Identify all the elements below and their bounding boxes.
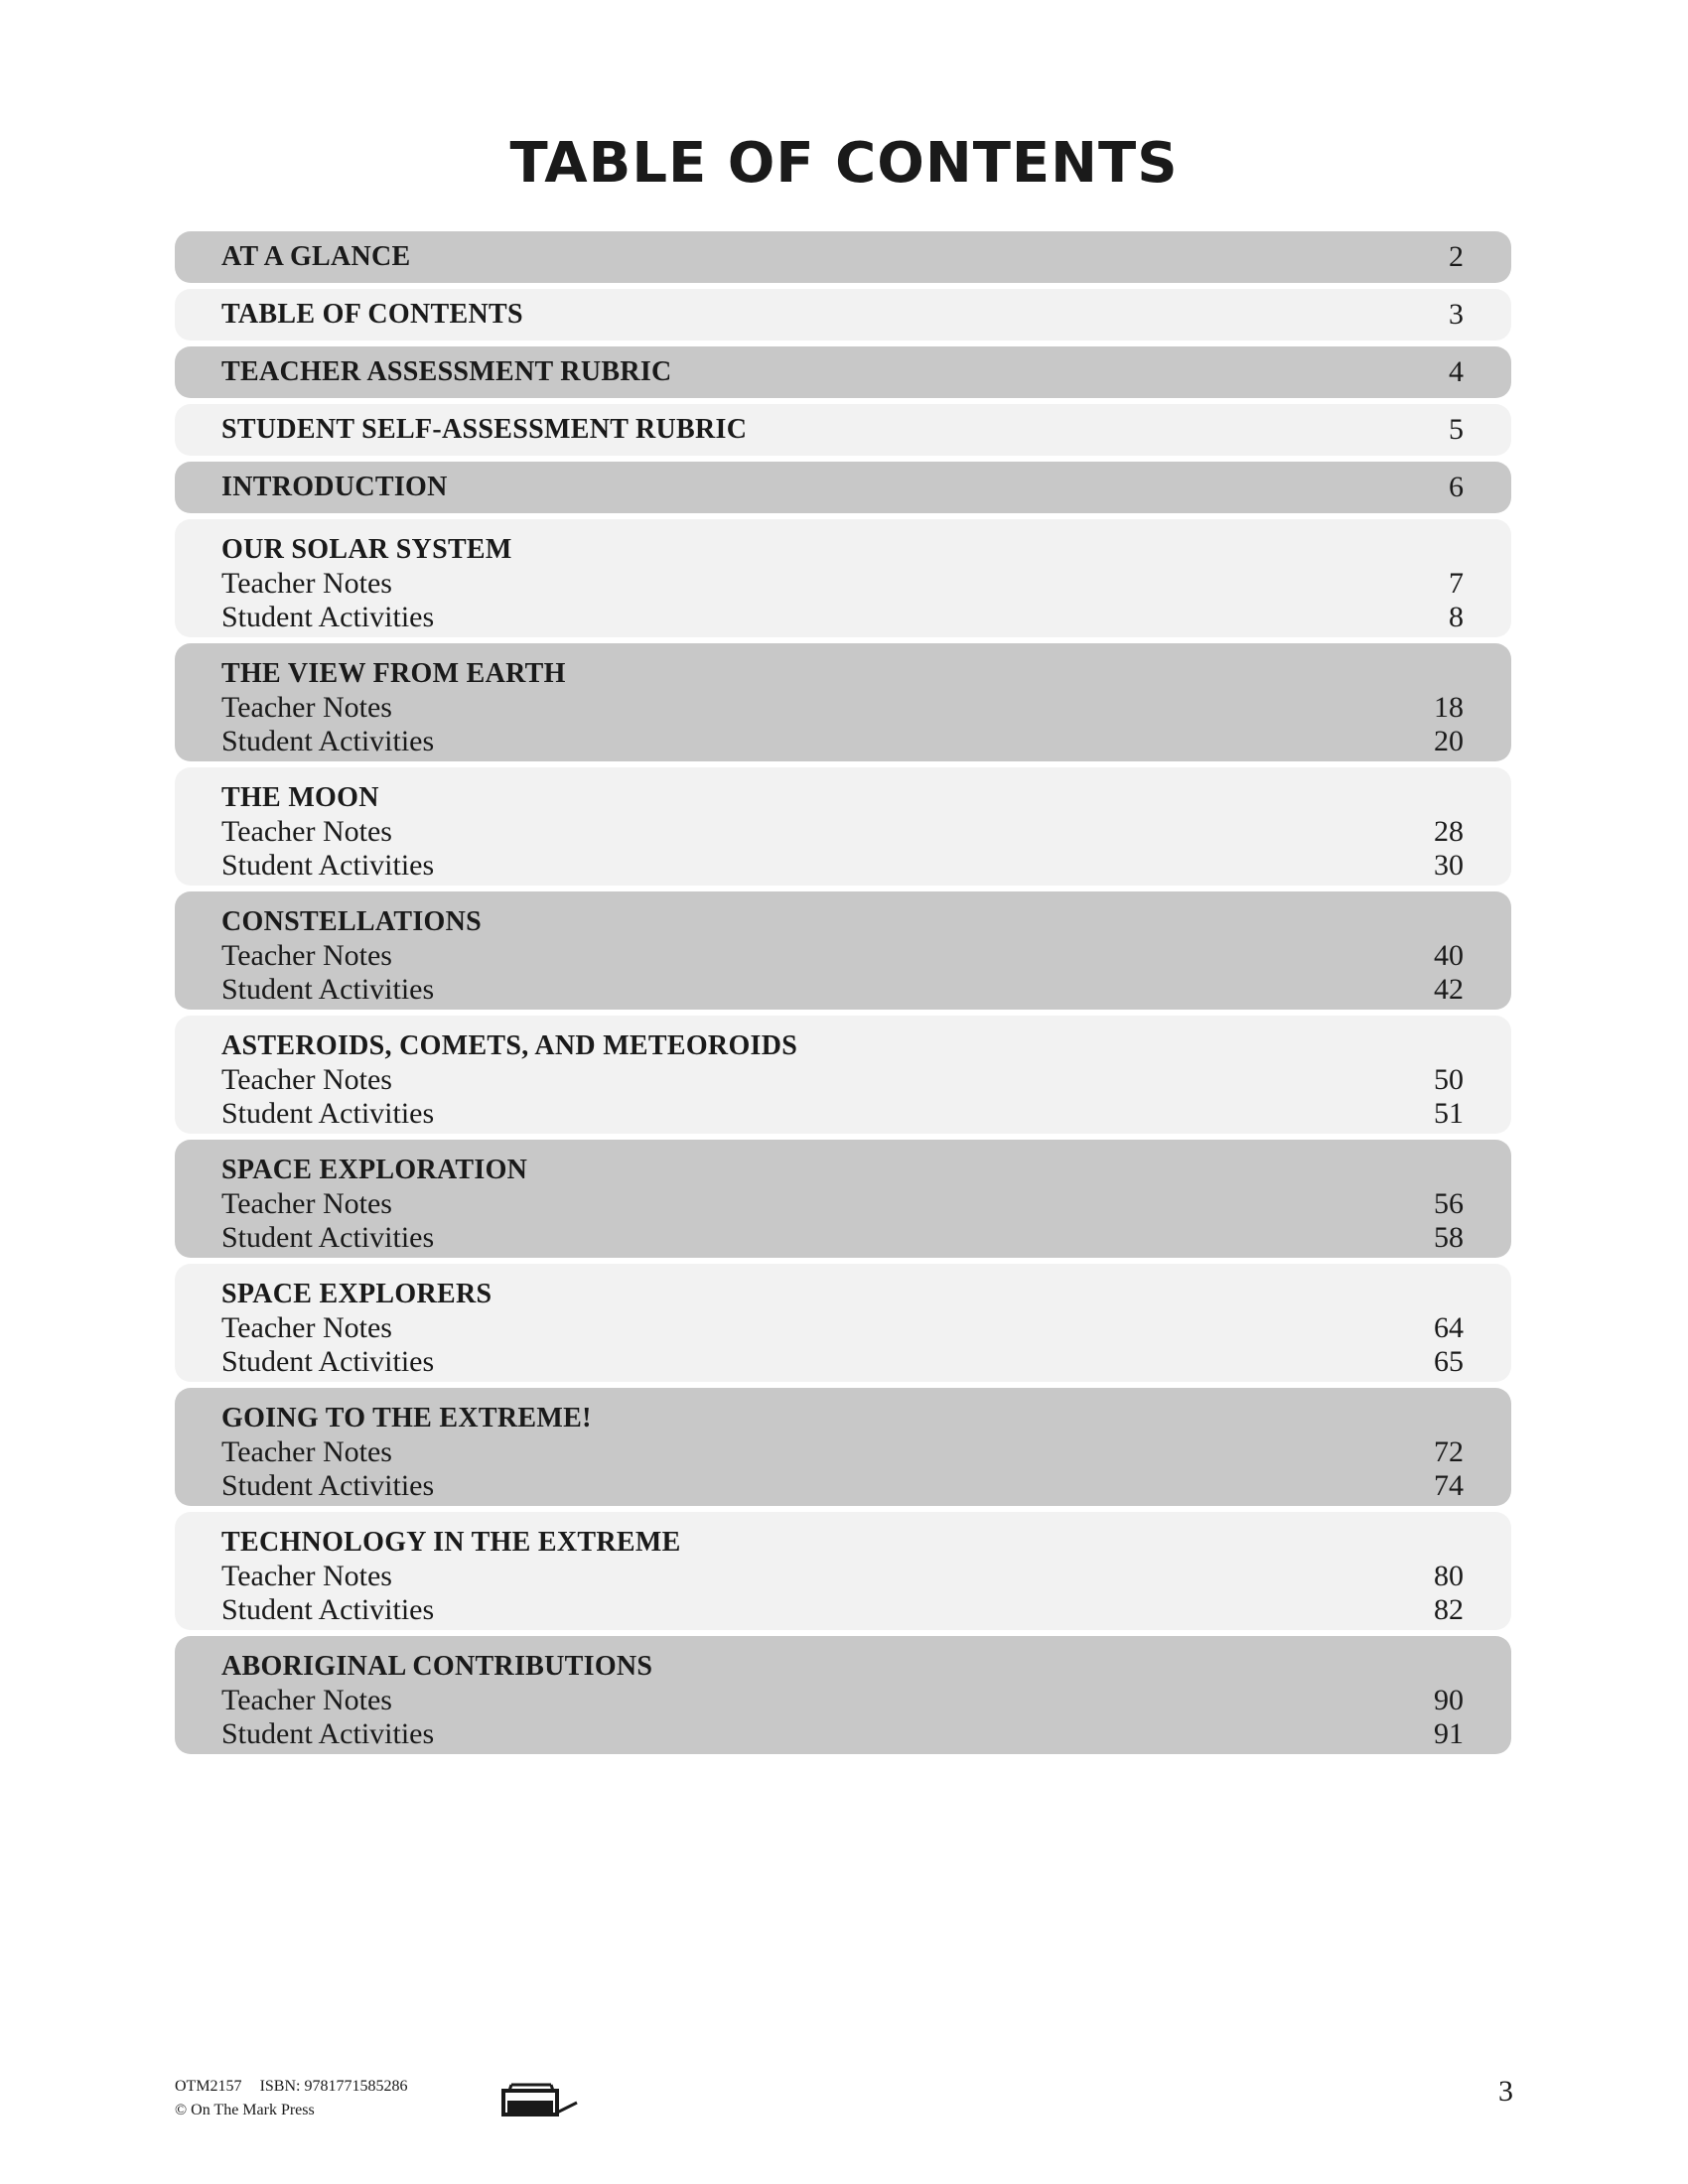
toc-subentry-label: Student Activities — [221, 1469, 435, 1502]
toc-entry[interactable] — [175, 519, 1511, 637]
toc-entry-title: TABLE OF CONTENTS — [221, 299, 523, 330]
footer-info — [175, 2075, 407, 2122]
toc-section-title: TECHNOLOGY IN THE EXTREME — [221, 1527, 681, 1558]
toc-section-title: SPACE EXPLORERS — [221, 1279, 492, 1309]
toc-list — [175, 231, 1511, 1760]
toc-subentry[interactable] — [221, 1469, 1464, 1503]
toc-entry-title: STUDENT SELF-ASSESSMENT RUBRIC — [221, 414, 748, 445]
toc-entry[interactable] — [175, 404, 1511, 456]
toc-subentry-page: 20 — [1434, 725, 1464, 757]
toc-section-title: OUR SOLAR SYSTEM — [221, 534, 512, 565]
toc-entry[interactable] — [175, 346, 1511, 398]
toc-subentry-label: Teacher Notes — [221, 1435, 392, 1468]
toc-subentry-page: 64 — [1434, 1311, 1464, 1344]
toc-subentry-page: 18 — [1434, 691, 1464, 724]
toc-subentry-page: 42 — [1434, 973, 1464, 1006]
toc-section-title: THE MOON — [221, 782, 379, 813]
toc-subentry-label: Student Activities — [221, 725, 435, 757]
printer-logo-icon — [501, 2079, 579, 2123]
toc-section-title: ABORIGINAL CONTRIBUTIONS — [221, 1651, 653, 1682]
toc-subentry-label: Teacher Notes — [221, 1311, 392, 1344]
toc-subentry-label: Student Activities — [221, 1593, 435, 1626]
toc-entry-page: 5 — [1449, 413, 1464, 446]
toc-entry[interactable] — [175, 231, 1511, 283]
toc-subentry-page: 72 — [1434, 1435, 1464, 1468]
toc-section-title: CONSTELLATIONS — [221, 906, 482, 937]
toc-subentry[interactable] — [221, 973, 1464, 1007]
toc-subentry-page: 91 — [1434, 1717, 1464, 1750]
toc-subentry[interactable] — [221, 1063, 1464, 1097]
toc-entry-page: 4 — [1449, 355, 1464, 388]
toc-subentry[interactable] — [221, 849, 1464, 883]
toc-subentry[interactable] — [221, 1097, 1464, 1131]
toc-subentry-page: 28 — [1434, 815, 1464, 848]
toc-section-title: SPACE EXPLORATION — [221, 1155, 528, 1185]
toc-entry-title: INTRODUCTION — [221, 472, 448, 502]
toc-subentry-page: 30 — [1434, 849, 1464, 882]
toc-subentry-page: 90 — [1434, 1684, 1464, 1716]
toc-entry[interactable] — [175, 1264, 1511, 1382]
toc-entry[interactable] — [175, 1636, 1511, 1754]
isbn: ISBN: 9781771585286 — [259, 2078, 408, 2095]
toc-subentry-page: 58 — [1434, 1221, 1464, 1254]
toc-entry[interactable] — [175, 289, 1511, 341]
toc-subentry-page: 51 — [1434, 1097, 1464, 1130]
toc-subentry[interactable] — [221, 1684, 1464, 1717]
toc-section-title: ASTEROIDS, COMETS, AND METEOROIDS — [221, 1030, 798, 1061]
toc-entry[interactable] — [175, 1140, 1511, 1258]
toc-subentry[interactable] — [221, 1187, 1464, 1221]
toc-entry[interactable] — [175, 462, 1511, 513]
toc-subentry[interactable] — [221, 567, 1464, 601]
toc-subentry-page: 65 — [1434, 1345, 1464, 1378]
toc-entry-page: 2 — [1449, 240, 1464, 273]
toc-subentry[interactable] — [221, 1435, 1464, 1469]
toc-subentry-label: Teacher Notes — [221, 1063, 392, 1096]
toc-entry-title: AT A GLANCE — [221, 241, 411, 272]
page-number: 3 — [1498, 2075, 1513, 2108]
toc-subentry-label: Teacher Notes — [221, 939, 392, 972]
toc-subentry-page: 74 — [1434, 1469, 1464, 1502]
toc-subentry-page: 82 — [1434, 1593, 1464, 1626]
toc-subentry-label: Teacher Notes — [221, 1684, 392, 1716]
toc-subentry-label: Student Activities — [221, 601, 435, 633]
toc-subentry-page: 80 — [1434, 1560, 1464, 1592]
copyright: © On The Mark Press — [175, 2102, 315, 2118]
toc-subentry-page: 50 — [1434, 1063, 1464, 1096]
toc-entry-page: 6 — [1449, 471, 1464, 503]
toc-subentry-label: Teacher Notes — [221, 1187, 392, 1220]
toc-entry[interactable] — [175, 891, 1511, 1010]
page-title: TABLE OF CONTENTS — [509, 131, 1179, 196]
toc-subentry-label: Teacher Notes — [221, 815, 392, 848]
toc-entry[interactable] — [175, 643, 1511, 761]
toc-subentry[interactable] — [221, 1717, 1464, 1751]
toc-subentry[interactable] — [221, 1345, 1464, 1379]
toc-entry[interactable] — [175, 1512, 1511, 1630]
toc-section-title: GOING TO THE EXTREME! — [221, 1403, 592, 1433]
toc-entry[interactable] — [175, 1016, 1511, 1134]
toc-subentry-label: Student Activities — [221, 1097, 435, 1130]
toc-subentry[interactable] — [221, 601, 1464, 634]
toc-entry[interactable] — [175, 1388, 1511, 1506]
toc-subentry-label: Student Activities — [221, 1345, 435, 1378]
toc-subentry-page: 7 — [1449, 567, 1464, 600]
toc-subentry[interactable] — [221, 1593, 1464, 1627]
toc-entry-title: TEACHER ASSESSMENT RUBRIC — [221, 356, 672, 387]
toc-subentry[interactable] — [221, 1311, 1464, 1345]
toc-subentry-page: 8 — [1449, 601, 1464, 633]
toc-subentry[interactable] — [221, 691, 1464, 725]
toc-subentry-label: Student Activities — [221, 1221, 435, 1254]
toc-subentry-label: Teacher Notes — [221, 1560, 392, 1592]
toc-subentry-page: 56 — [1434, 1187, 1464, 1220]
toc-subentry-label: Teacher Notes — [221, 567, 392, 600]
toc-entry-page: 3 — [1449, 298, 1464, 331]
product-code: OTM2157 — [175, 2078, 242, 2095]
toc-entry[interactable] — [175, 767, 1511, 886]
toc-subentry-label: Student Activities — [221, 849, 435, 882]
toc-subentry[interactable] — [221, 1560, 1464, 1593]
toc-subentry[interactable] — [221, 939, 1464, 973]
toc-subentry[interactable] — [221, 815, 1464, 849]
toc-subentry-label: Student Activities — [221, 973, 435, 1006]
toc-subentry-label: Teacher Notes — [221, 691, 392, 724]
toc-subentry[interactable] — [221, 725, 1464, 758]
toc-subentry-label: Student Activities — [221, 1717, 435, 1750]
toc-subentry-page: 40 — [1434, 939, 1464, 972]
toc-section-title: THE VIEW FROM EARTH — [221, 658, 566, 689]
toc-subentry[interactable] — [221, 1221, 1464, 1255]
